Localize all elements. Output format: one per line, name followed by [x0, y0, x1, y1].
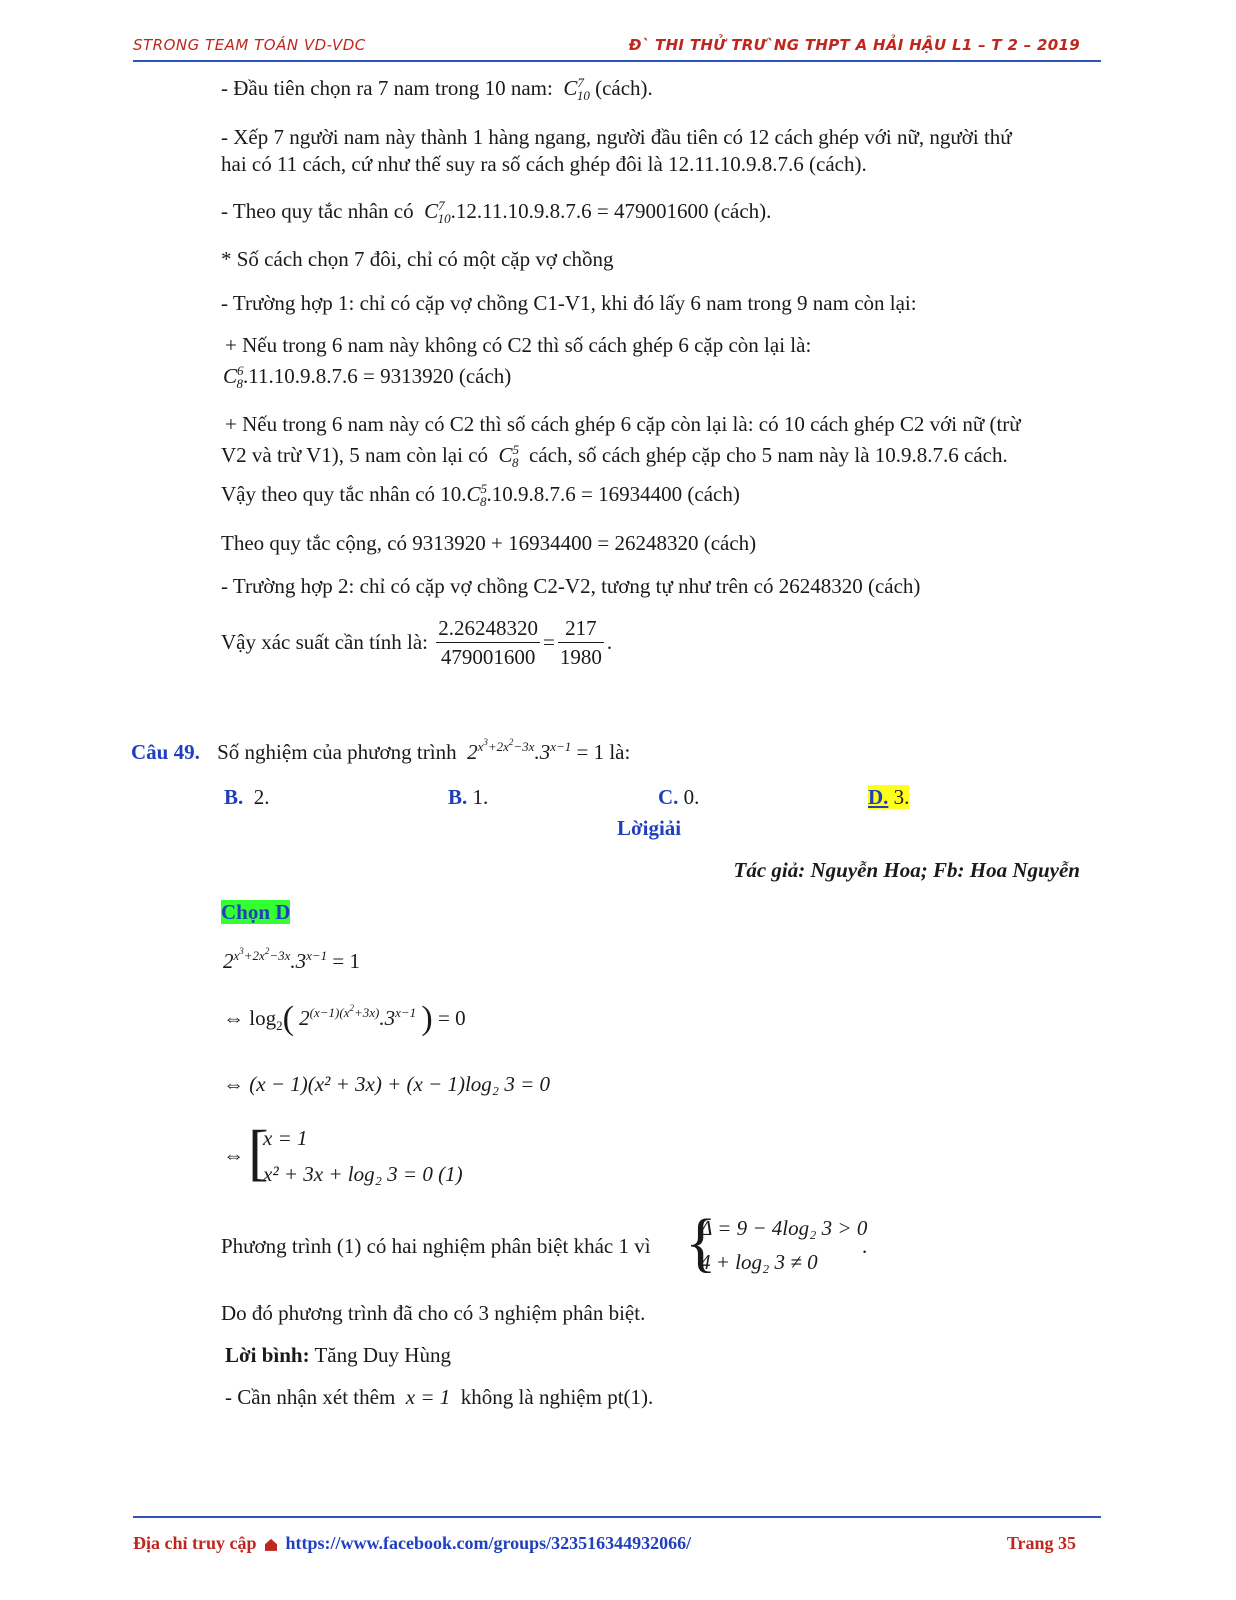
comment-line: Lời bình: Tăng Duy Hùng: [225, 1343, 451, 1367]
footer-rule: [133, 1516, 1101, 1518]
paragraph-2: Do đó phương trình đã cho có 3 nghiệm phân biệt.: [221, 1301, 646, 1325]
solution-line: Theo quy tắc cộng, có 9313920 + 16934400 = 26248320 (cách): [221, 531, 757, 555]
choice-label: Chọn D: [221, 900, 291, 924]
header-exam-title: Đ` THI THỬ TRƯ`NG THPT A HẢI HẬU L1 – T 2 – 2019: [628, 36, 1080, 54]
page-number: Trang 35: [1006, 1533, 1076, 1553]
paragraph-1: Phương trình (1) có hai nghiệm phân biệt khác 1 vì: [221, 1234, 651, 1258]
step-4-equiv: ⇔: [223, 1143, 244, 1167]
solution-line: V2 và trừ V1), 5 nam còn lại có $C^5_8$ cách, số cách ghép cặp cho 5 nam này là 10.9.8.7.6 cách.: [221, 442, 1008, 471]
question-49: Câu 49. Số nghiệm của phương trình $2^{x^3+2x^2-3x}.3^{x-1} = 1$ là:: [131, 737, 631, 764]
brace-symbol: {: [685, 1206, 717, 1279]
condition-a: Δ = 9 − 4log₂ 3 > 0: [700, 1216, 868, 1240]
option-2[interactable]: B. 1.: [448, 785, 489, 809]
solution-line: + Nếu trong 6 nam này có C2 thì số cách ghép 6 cặp còn lại là: có 10 cách ghép C2 với nữ (trừ: [225, 412, 1021, 436]
step-4b: x² + 3x + log₂ 3 = 0 (1): [263, 1162, 463, 1186]
solution-line: $C^6_8.11.10.9.8.7.6 = 9313920$ (cách): [223, 363, 512, 392]
question-label: Câu 49.: [131, 740, 200, 764]
footer-access: Địa chỉ truy cập https://www.facebook.com/groups/323516344932066/: [133, 1533, 692, 1553]
solution-line: + Nếu trong 6 nam này không có C2 thì số cách ghép 6 cặp còn lại là:: [225, 333, 812, 357]
solution-line: Vậy theo quy tắc nhân có $10.C^5_8.10.9.8.7.6 = 16934400$ (cách): [221, 481, 740, 510]
solution-line: - Xếp 7 người nam này thành 1 hàng ngang, người đầu tiên có 12 cách ghép với nữ, người thứ: [221, 125, 1012, 149]
home-icon: [265, 1539, 277, 1551]
option-4-correct[interactable]: D. 3.: [868, 785, 910, 809]
step-3: ⇔ (x − 1)(x² + 3x) + (x − 1)log₂ 3 = 0: [223, 1072, 551, 1096]
bracket-symbol: [: [248, 1119, 269, 1187]
author-credit: Tác giả: Nguyễn Hoa; Fb: Hoa Nguyễn: [733, 858, 1080, 882]
header-team-name: STRONG TEAM TOÁN VD-VDC: [133, 36, 366, 54]
solution-title: Lờigiải: [617, 816, 682, 840]
solution-line: - Trường hợp 2: chỉ có cặp vợ chồng C2-V2, tương tự như trên có 26248320 (cách): [221, 574, 921, 598]
probability-line: Vậy xác suất cần tính là: $\frac{2.26248320}{479001600}$ = $\frac{217}{1980}$ .: [221, 616, 613, 669]
period: .: [862, 1234, 868, 1258]
solution-line: * Số cách chọn 7 đôi, chỉ có một cặp vợ chồng: [221, 247, 614, 271]
fraction-probability: $\frac{2.26248320}{479001600}$: [438, 616, 539, 669]
condition-b: 4 + log₂ 3 ≠ 0: [700, 1250, 818, 1274]
comment-note: - Cần nhận xét thêm x = 1 không là nghiệm pt(1).: [225, 1385, 654, 1409]
solution-line: hai có 11 cách, cứ như thế suy ra số cách ghép đôi là 12.11.10.9.8.7.6 (cách).: [221, 152, 867, 176]
header-rule: [133, 60, 1101, 62]
solution-line: - Trường hợp 1: chỉ có cặp vợ chồng C1-V1, khi đó lấy 6 nam trong 9 nam còn lại:: [221, 291, 917, 315]
option-3[interactable]: C. 0.: [658, 785, 700, 809]
group-link[interactable]: https://www.facebook.com/groups/323516344932066/: [285, 1533, 692, 1553]
solution-line: - Theo quy tắc nhân có $C^7_{10}.12.11.10.9.8.7.6 = 479001600$ (cách).: [221, 198, 772, 227]
option-1[interactable]: B. 2.: [224, 785, 270, 809]
solution-line: - Đầu tiên chọn ra 7 nam trong 10 nam: $C^7_{10}$ (cách).: [221, 75, 653, 104]
step-1: $2^{x^3+2x^2-3x}.3^{x-1} = 1$: [223, 946, 361, 973]
fraction-result: $\frac{217}{1980}$: [559, 616, 602, 669]
step-4a: x = 1: [263, 1126, 308, 1150]
step-2: ⇔ $\log_2$( $2^{(x-1)(x^2+3x)}.3^{x-1}$ ) = 0: [223, 1000, 466, 1037]
